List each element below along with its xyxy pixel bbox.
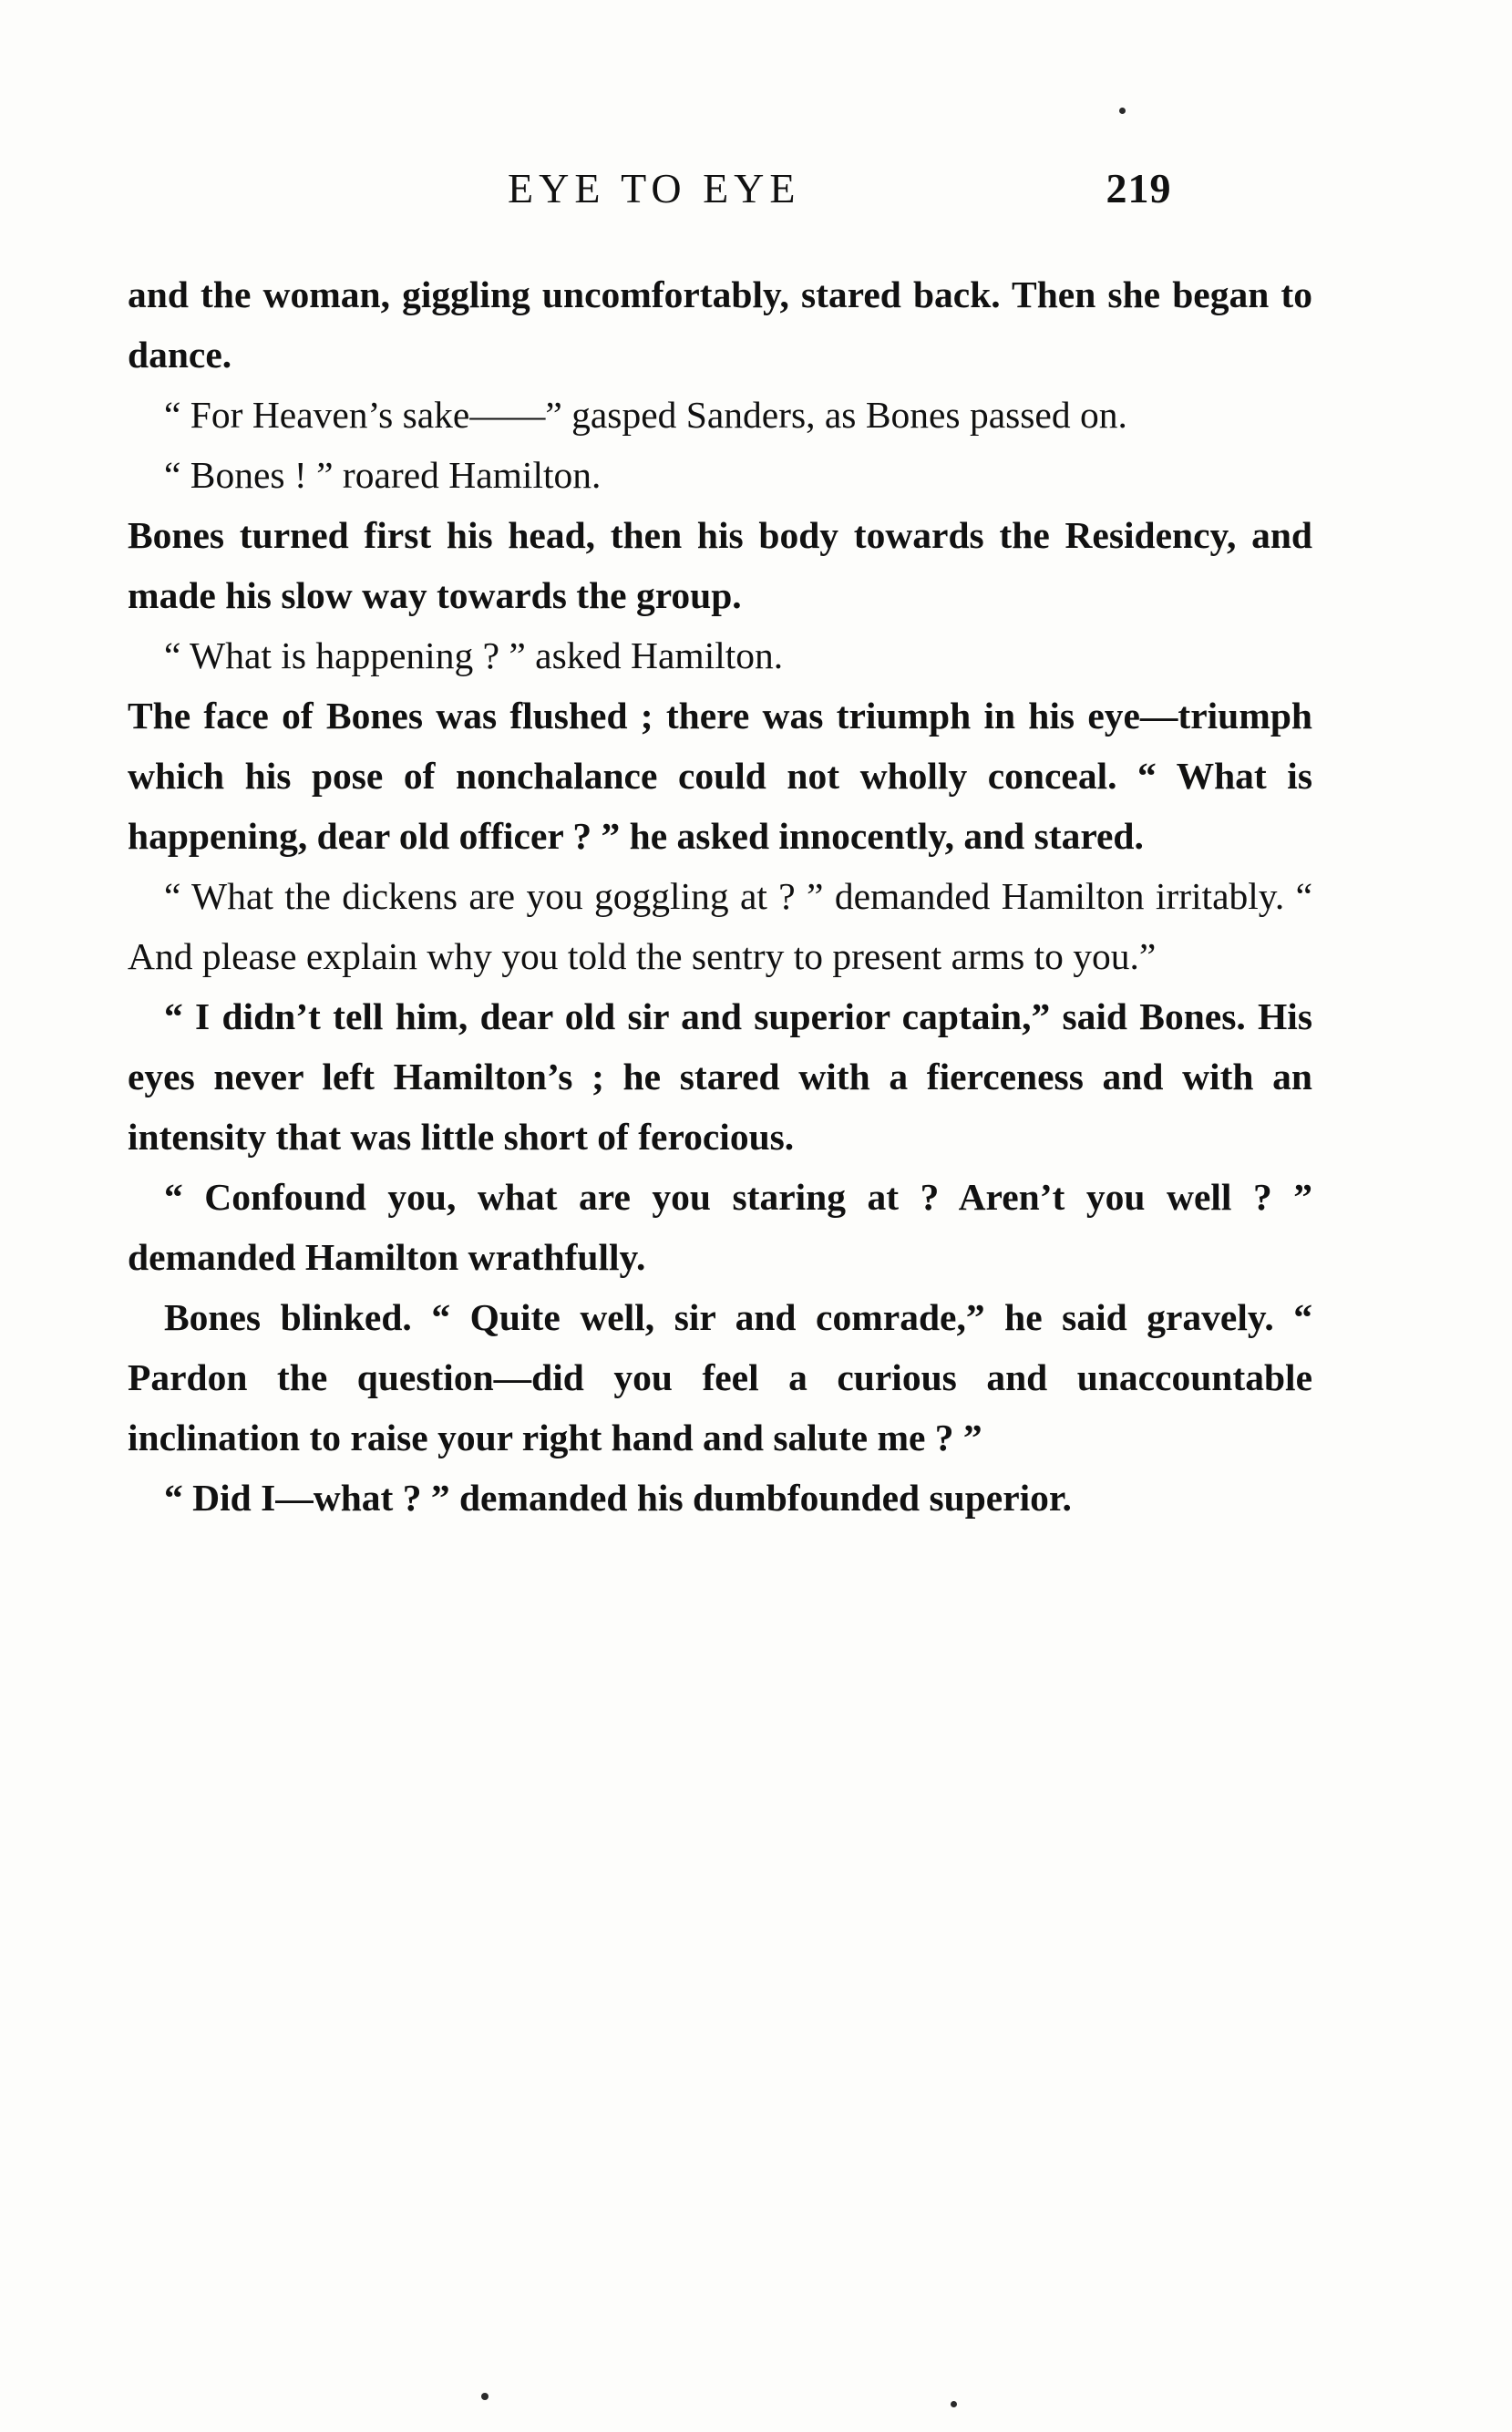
ink-speck-top (1119, 108, 1126, 114)
paragraph: “ What is happening ? ” asked Hamilton. (164, 634, 784, 676)
paragraph: and the woman, giggling uncomfortably, stared back. Then she began to dance. (128, 273, 1312, 376)
paragraph: “ Bones ! ” roared Hamilton. (164, 454, 602, 496)
paragraph: The face of Bones was flushed ; there was triumph in his eye—triumph which his pose of nonchalance could not wholly conceal. “ What is happening, dear old officer ? ” he asked innocently, and stared. (128, 695, 1312, 857)
page-title: EYE TO EYE (508, 165, 801, 211)
ink-speck-bottom-right (951, 2401, 957, 2407)
paragraph: “ Confound you, what are you staring at ? Aren’t you well ? ” demanded Hamilton wrathfully. (128, 1176, 1312, 1278)
running-head (139, 164, 1323, 212)
paragraph: “ I didn’t tell him, dear old sir and superior captain,” said Bones. His eyes never left Hamilton’s ; he stared with a fierceness and with an intensity that was little short of ferocious. (128, 995, 1312, 1158)
paragraph: “ Did I—what ? ” demanded his dumbfounded superior. (164, 1477, 1072, 1519)
paragraph: “ For Heaven’s sake——” gasped Sanders, as Bones passed on. (164, 394, 1127, 436)
paragraph: Bones blinked. “ Quite well, sir and comrade,” he said gravely. “ Pardon the question—did you feel a curious and unaccountable inclination to raise your right hand and salute me ? ” (128, 1296, 1312, 1458)
ink-speck-bottom-left (481, 2393, 489, 2400)
body-text (128, 264, 1312, 1528)
paragraph: Bones turned first his head, then his body towards the Residency, and made his slow way towards the group. (128, 514, 1312, 616)
paragraph: “ What the dickens are you goggling at ? ” demanded Hamilton irritably. “ And please explain why you told the sentry to present arms to you.” (128, 875, 1312, 977)
page-number: 219 (1106, 165, 1172, 211)
